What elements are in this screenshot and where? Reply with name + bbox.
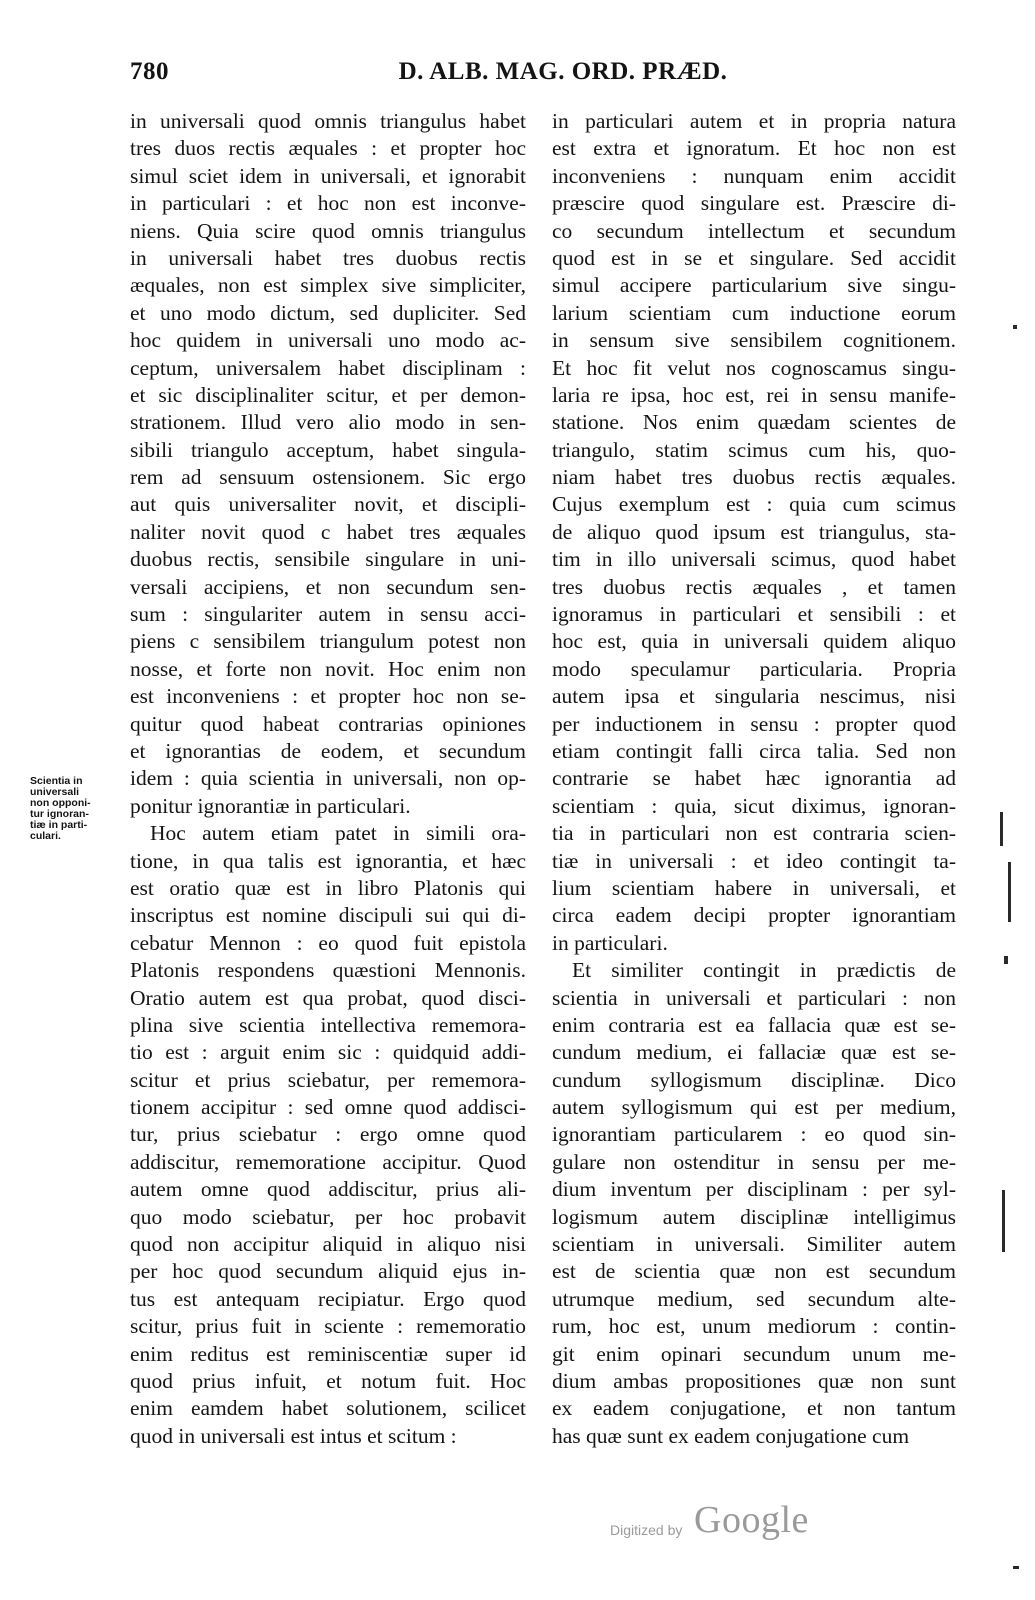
scan-speck xyxy=(1000,812,1003,846)
text-line: scitur et prius sciebatur, per rememora- xyxy=(130,1067,526,1092)
scan-speck xyxy=(1013,1566,1019,1569)
text-line: tiæ in universali : et ideo contingit ta- xyxy=(552,848,956,873)
watermark-prefix: Digitized by xyxy=(610,1522,683,1538)
text-line: gulare non ostenditur in sensu per me- xyxy=(552,1149,956,1174)
text-line: tres duos rectis æquales : et propter hoc xyxy=(130,136,526,161)
text-line: autem ipsa et singularia nescimus, nisi xyxy=(552,684,956,709)
text-line: est de scientia quæ non est secundum xyxy=(552,1259,956,1284)
text-line: æquales, non est simplex sive simpliciter, xyxy=(130,273,526,298)
text-line: tionem accipitur : sed omne quod addisci- xyxy=(130,1095,526,1120)
text-line: ignorantiam particularem : eo quod sin- xyxy=(552,1122,956,1147)
text-line: lium scientiam habere in universali, et xyxy=(552,875,956,900)
text-line: enim eamdem habet solutionem, scilicet xyxy=(130,1396,526,1421)
text-line: est inconveniens : et propter hoc non se- xyxy=(130,684,526,709)
text-line: est extra et ignoratum. Et hoc non est xyxy=(552,136,956,161)
text-line: in particulari autem et in propria natura xyxy=(552,109,956,133)
text-line: tus est antequam recipiatur. Ergo quod xyxy=(130,1286,526,1311)
margin-note xyxy=(30,776,125,842)
text-line: aut quis universaliter novit, et discipli- xyxy=(130,492,526,517)
text-line: et uno modo dictum, sed dupliciter. Sed xyxy=(130,300,526,325)
text-line: sum : singulariter autem in sensu acci- xyxy=(130,602,526,627)
text-line: per hoc quod secundum aliquid ejus in- xyxy=(130,1259,526,1284)
text-line: ceptum, universalem habet disciplinam : xyxy=(130,355,526,380)
text-line: quitur quod habeat contrarias opiniones xyxy=(130,711,526,736)
text-line: Hoc autem etiam patet in simili ora- xyxy=(150,821,526,846)
text-line: strationem. Illud vero alio modo in sen- xyxy=(130,410,526,435)
text-line: Et similiter contingit in prædictis de xyxy=(572,958,956,983)
text-line: versali accipiens, et non secundum sen- xyxy=(130,574,526,599)
text-line: inscriptus est nomine discipuli sui qui di- xyxy=(130,903,526,928)
text-line: larium scientiam cum inductione eorum xyxy=(552,300,956,325)
text-line: ponitur ignorantiæ in particulari. xyxy=(130,793,411,818)
text-line: tio est : arguit enim sic : quidquid addi- xyxy=(130,1040,526,1065)
text-line: in particulari. xyxy=(552,930,668,955)
text-line: tione, in qua talis est ignorantia, et hæc xyxy=(130,848,526,873)
text-line: piens c sensibilem triangulum potest non xyxy=(130,629,526,654)
text-line: autem omne quod addiscitur, prius ali- xyxy=(130,1177,526,1202)
margin-note-line: tiæ in parti- xyxy=(30,819,88,831)
text-line: enim reditus est reminiscentiæ super id xyxy=(130,1341,526,1366)
text-line: scientiam in universali. Similiter autem xyxy=(552,1232,956,1257)
text-line: modo speculamur particularia. Propria xyxy=(552,656,956,681)
text-line: laria re ipsa, hoc est, rei in sensu manife- xyxy=(552,382,956,407)
text-line: in sensum sive sensibilem cognitionem. xyxy=(552,328,956,353)
margin-note-line: non opponi- xyxy=(30,797,91,809)
scan-speck xyxy=(1002,1190,1005,1252)
text-line: idem : quia scientia in universali, non op- xyxy=(130,766,526,791)
page-header xyxy=(130,58,956,102)
text-line: enim contraria est ea fallacia quæ est se- xyxy=(552,1012,956,1037)
text-line: co secundum intellectum et secundum xyxy=(552,218,956,243)
text-line: tia in particulari non est contraria scien- xyxy=(552,821,956,846)
text-line: niens. Quia scire quod omnis triangulus xyxy=(130,218,526,243)
text-line: Cujus exemplum est : quia cum scimus xyxy=(552,492,956,517)
text-line: in universali habet tres duobus rectis xyxy=(130,245,526,270)
text-line: Et hoc fit velut nos cognoscamus singu- xyxy=(552,355,956,380)
left-column xyxy=(130,108,526,1450)
text-line: ignoramus in particulari et sensibili : et xyxy=(552,602,956,627)
text-line: est oratio quæ est in libro Platonis qui xyxy=(130,875,526,900)
text-line: Oratio autem est qua probat, quod disci- xyxy=(130,985,526,1010)
text-line: niam habet tres duobus rectis æquales. xyxy=(552,465,956,490)
text-line: quod in universali est intus et scitum : xyxy=(130,1423,457,1448)
text-line: de aliquo quod ipsum est triangulus, sta- xyxy=(552,519,956,544)
text-line: Platonis respondens quæstioni Mennonis. xyxy=(130,958,526,983)
margin-note-line: tur ignoran- xyxy=(30,808,89,820)
text-line: in universali quod omnis triangulus habet xyxy=(130,109,526,133)
text-line: quod prius infuit, et notum fuit. Hoc xyxy=(130,1368,526,1393)
text-line: duobus rectis, sensibile singulare in uni- xyxy=(130,547,526,572)
text-line: utrumque medium, sed secundum alte- xyxy=(552,1286,956,1311)
text-line: tim in illo universali scimus, quod habet xyxy=(552,547,956,572)
text-line: rem ad sensuum ostensionem. Sic ergo xyxy=(130,465,526,490)
text-line: cundum medium, ei fallaciæ quæ est se- xyxy=(552,1040,956,1065)
text-line: in particulari : et hoc non est inconve- xyxy=(130,191,526,216)
text-line: scientia in universali et particulari : non xyxy=(552,985,956,1010)
text-line: autem syllogismum qui est per medium, xyxy=(552,1095,956,1120)
text-line: statione. Nos enim quædam scientes de xyxy=(552,410,956,435)
text-line: quo modo sciebatur, per hoc probavit xyxy=(130,1204,526,1229)
text-line: per inductionem in sensu : propter quod xyxy=(552,711,956,736)
margin-note-line: culari. xyxy=(30,830,61,842)
text-line: dium inventum per disciplinam : per syl- xyxy=(552,1177,956,1202)
text-line: etiam contingit falli circa talia. Sed non xyxy=(552,738,956,763)
text-line: triangulo, statim scimus cum his, quo- xyxy=(552,437,956,462)
text-line: cundum syllogismum disciplinæ. Dico xyxy=(552,1067,956,1092)
scan-speck xyxy=(1013,325,1017,329)
text-line: et ignorantias de eodem, et secundum xyxy=(130,738,526,763)
right-column xyxy=(552,108,956,1450)
text-line: has quæ sunt ex eadem conjugatione cum xyxy=(552,1423,910,1448)
scan-speck xyxy=(1008,862,1011,922)
text-line: ex eadem conjugatione, et non tantum xyxy=(552,1396,956,1421)
text-line: et sic disciplinaliter scitur, et per demon- xyxy=(130,382,526,407)
text-line: scitur, prius fuit in sciente : rememoratio xyxy=(130,1314,526,1339)
text-line: inconveniens : nunquam enim accidit xyxy=(552,163,956,188)
text-line: circa eadem decipi propter ignorantiam xyxy=(552,903,956,928)
text-line: tur, prius sciebatur : ergo omne quod xyxy=(130,1122,526,1147)
text-line: sibili triangulo acceptum, habet singula- xyxy=(130,437,526,462)
text-line: rum, hoc est, unum mediorum : contin- xyxy=(552,1314,956,1339)
margin-note-line: universali xyxy=(30,786,80,798)
text-line: simul accipere particularium sive singu- xyxy=(552,273,956,298)
scan-speck xyxy=(1004,956,1008,964)
margin-note-line: Scientia in xyxy=(30,775,83,787)
text-line: scientiam : quia, sicut diximus, ignoran- xyxy=(552,793,956,818)
digitized-watermark xyxy=(610,1500,870,1550)
text-line: simul sciet idem in universali, et ignorabit xyxy=(130,163,526,188)
text-line: addiscitur, rememoratione accipitur. Quod xyxy=(130,1149,526,1174)
text-line: logismum autem disciplinæ intelligimus xyxy=(552,1204,956,1229)
text-line: præscire quod singulare est. Præscire di- xyxy=(552,191,956,216)
text-line: cebatur Mennon : eo quod fuit epistola xyxy=(130,930,526,955)
text-line: dium ambas propositiones quæ non sunt xyxy=(552,1368,956,1393)
text-line: tres duobus rectis æquales , et tamen xyxy=(552,574,956,599)
watermark-brand: Google xyxy=(694,1499,809,1541)
text-line: naliter novit quod c habet tres æquales xyxy=(130,519,526,544)
text-line: hoc quidem in universali uno modo ac- xyxy=(130,328,526,353)
text-line: quod est in se et singulare. Sed accidit xyxy=(552,245,956,270)
text-line: nosse, et forte non novit. Hoc enim non xyxy=(130,656,526,681)
text-line: hoc est, quia in universali quidem aliquo xyxy=(552,629,956,654)
text-line: quod non accipitur aliquid in aliquo nisi xyxy=(130,1232,526,1257)
text-line: contrarie se habet hæc ignorantia ad xyxy=(552,766,956,791)
running-title: D. ALB. MAG. ORD. PRÆD. xyxy=(398,58,728,85)
page-number: 780 xyxy=(130,58,169,85)
text-line: plina sive scientia intellectiva rememora- xyxy=(130,1012,526,1037)
text-line: git enim opinari secundum unum me- xyxy=(552,1341,956,1366)
